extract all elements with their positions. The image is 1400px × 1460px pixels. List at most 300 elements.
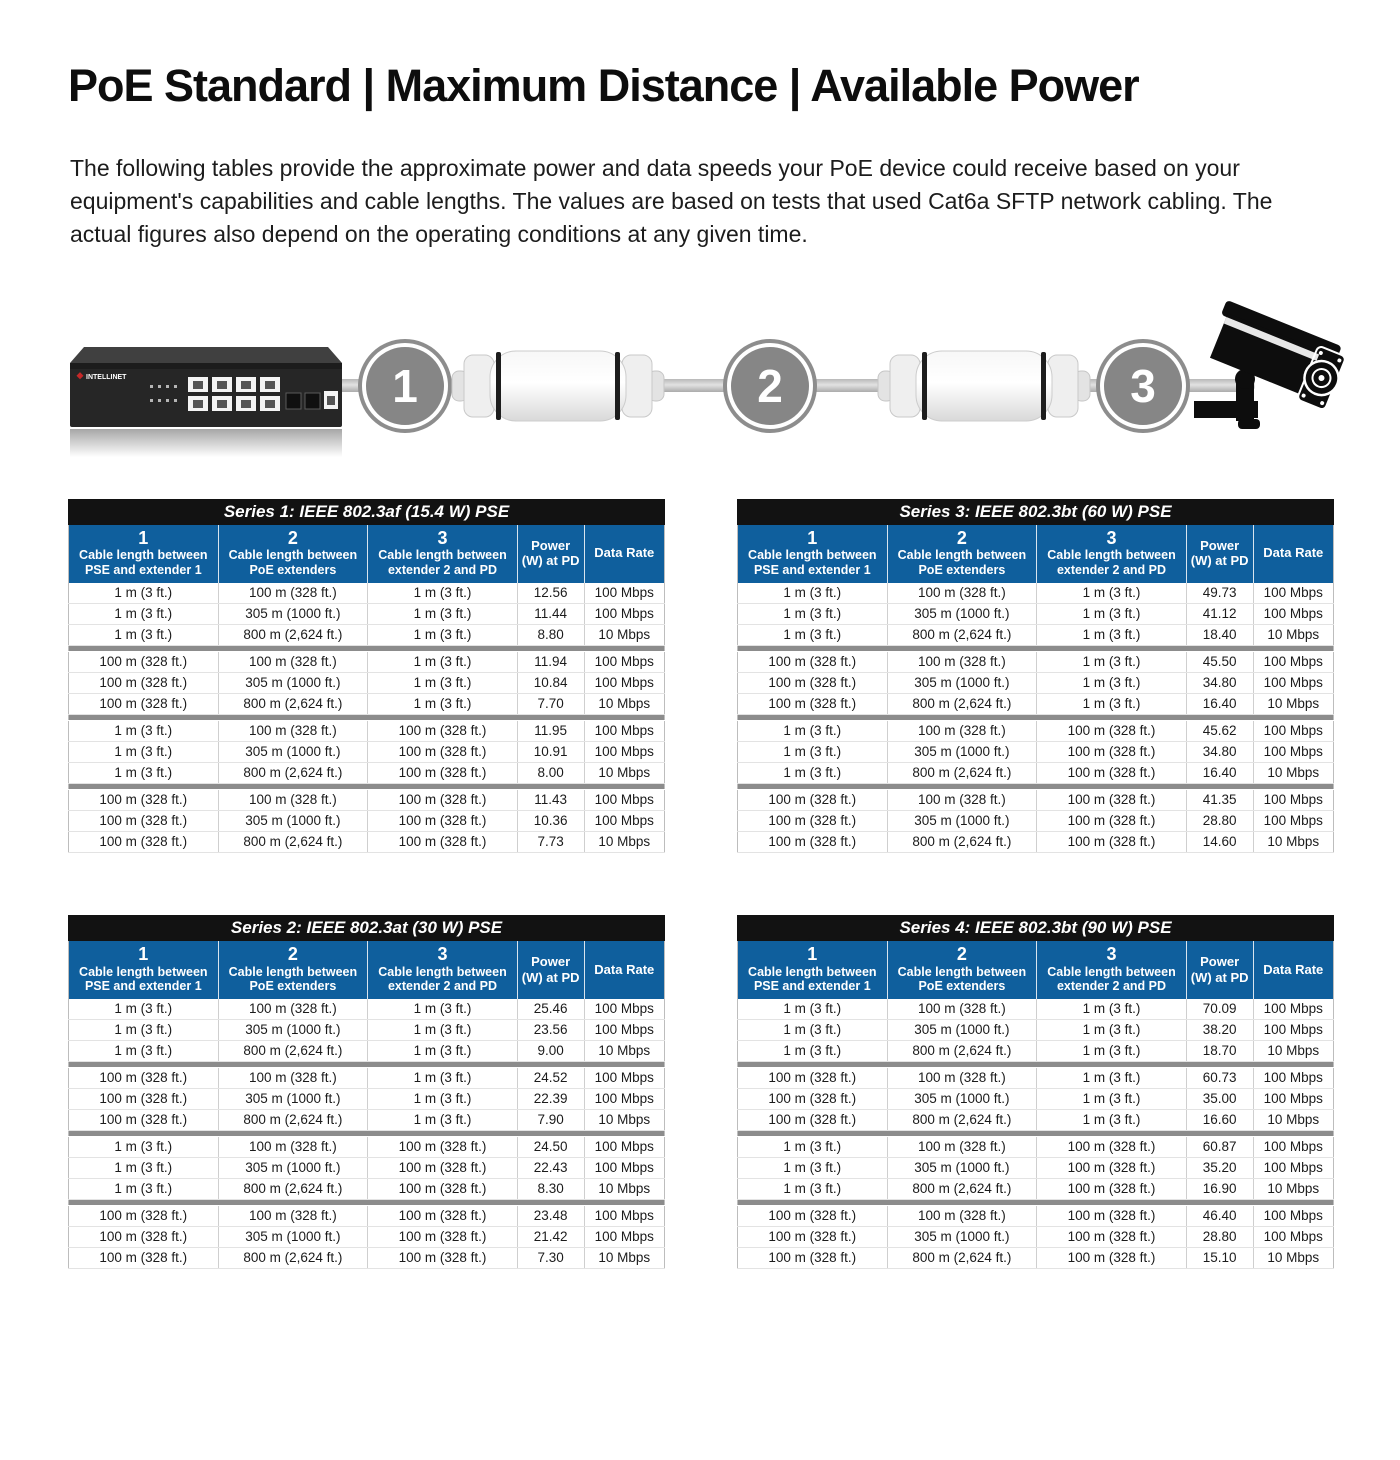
table-row bbox=[738, 1248, 1334, 1269]
cable-extenders-cell: 800 m (2,624 ft.) bbox=[218, 1179, 368, 1200]
series-1-table-title: Series 1: IEEE 802.3af (15.4 W) PSE bbox=[68, 499, 665, 525]
cable-extenders-cell: 800 m (2,624 ft.) bbox=[887, 1041, 1037, 1062]
table-row bbox=[738, 1227, 1334, 1248]
cable-ext2-pd-cell: 100 m (328 ft.) bbox=[368, 1227, 518, 1248]
cable-ext2-pd-cell: 100 m (328 ft.) bbox=[1037, 762, 1187, 783]
table-row bbox=[738, 720, 1334, 741]
cable-ext2-pd-cell: 1 m (3 ft.) bbox=[368, 693, 518, 714]
col-header-power: Power (W) at PD bbox=[1186, 525, 1253, 583]
step-1-number: 1 bbox=[392, 359, 418, 412]
cable-extenders-cell: 100 m (328 ft.) bbox=[887, 1068, 1037, 1089]
power-at-pd-cell: 35.00 bbox=[1186, 1089, 1253, 1110]
col-header-data-rate: Data Rate bbox=[1253, 525, 1333, 583]
data-rate-cell: 100 Mbps bbox=[584, 603, 664, 624]
cable-extenders-cell: 100 m (328 ft.) bbox=[218, 1137, 368, 1158]
cable-extenders-cell: 305 m (1000 ft.) bbox=[887, 603, 1037, 624]
cable-extenders-cell: 305 m (1000 ft.) bbox=[887, 810, 1037, 831]
cable-pse-ext1-cell: 100 m (328 ft.) bbox=[738, 1206, 888, 1227]
table-row bbox=[69, 1248, 665, 1269]
table-row bbox=[738, 583, 1334, 604]
data-rate-cell: 10 Mbps bbox=[1253, 1110, 1333, 1131]
cable-extenders-cell: 100 m (328 ft.) bbox=[218, 1068, 368, 1089]
cable-extenders-cell: 100 m (328 ft.) bbox=[887, 1137, 1037, 1158]
power-at-pd-cell: 8.00 bbox=[517, 762, 584, 783]
series-2-table-title: Series 2: IEEE 802.3at (30 W) PSE bbox=[68, 915, 665, 941]
data-rate-cell: 100 Mbps bbox=[584, 1089, 664, 1110]
power-at-pd-cell: 21.42 bbox=[517, 1227, 584, 1248]
cable-pse-ext1-cell: 100 m (328 ft.) bbox=[738, 810, 888, 831]
table-row bbox=[738, 624, 1334, 645]
power-at-pd-cell: 7.90 bbox=[517, 1110, 584, 1131]
cable-extenders-cell: 800 m (2,624 ft.) bbox=[887, 624, 1037, 645]
cable-pse-ext1-cell: 100 m (328 ft.) bbox=[69, 693, 219, 714]
power-at-pd-cell: 41.35 bbox=[1186, 789, 1253, 810]
data-rate-cell: 10 Mbps bbox=[584, 1041, 664, 1062]
col-header-cable-extenders: 2 Cable length between PoE extenders bbox=[218, 525, 368, 583]
cable-extenders-cell: 305 m (1000 ft.) bbox=[218, 1089, 368, 1110]
cable-ext2-pd-cell: 100 m (328 ft.) bbox=[1037, 1137, 1187, 1158]
cable-ext2-pd-cell: 100 m (328 ft.) bbox=[1037, 810, 1187, 831]
data-rate-cell: 10 Mbps bbox=[584, 831, 664, 852]
data-rate-cell: 100 Mbps bbox=[584, 672, 664, 693]
step-2-badge bbox=[727, 343, 813, 429]
cable-pse-ext1-cell: 1 m (3 ft.) bbox=[738, 1179, 888, 1200]
data-rate-cell: 10 Mbps bbox=[1253, 1179, 1333, 1200]
table-row bbox=[69, 583, 665, 604]
cable-extenders-cell: 800 m (2,624 ft.) bbox=[887, 1110, 1037, 1131]
data-rate-cell: 100 Mbps bbox=[1253, 1089, 1333, 1110]
cable-pse-ext1-cell: 1 m (3 ft.) bbox=[69, 1137, 219, 1158]
data-rate-cell: 100 Mbps bbox=[584, 651, 664, 672]
cable-pse-ext1-cell: 1 m (3 ft.) bbox=[738, 583, 888, 604]
cable-pse-ext1-cell: 1 m (3 ft.) bbox=[738, 999, 888, 1020]
cable-ext2-pd-cell: 100 m (328 ft.) bbox=[1037, 1248, 1187, 1269]
series-3-table-title: Series 3: IEEE 802.3bt (60 W) PSE bbox=[737, 499, 1334, 525]
power-at-pd-cell: 12.56 bbox=[517, 583, 584, 604]
cable-pse-ext1-cell: 1 m (3 ft.) bbox=[69, 762, 219, 783]
power-at-pd-cell: 23.56 bbox=[517, 1020, 584, 1041]
cable-pse-ext1-cell: 100 m (328 ft.) bbox=[738, 1089, 888, 1110]
data-rate-cell: 100 Mbps bbox=[1253, 720, 1333, 741]
table-row bbox=[69, 624, 665, 645]
series-4-table-title: Series 4: IEEE 802.3bt (90 W) PSE bbox=[737, 915, 1334, 941]
cable-pse-ext1-cell: 100 m (328 ft.) bbox=[69, 1089, 219, 1110]
power-at-pd-cell: 22.43 bbox=[517, 1158, 584, 1179]
table-header-row bbox=[738, 941, 1334, 999]
cable-ext2-pd-cell: 1 m (3 ft.) bbox=[368, 1110, 518, 1131]
table-row bbox=[69, 1020, 665, 1041]
data-rate-cell: 10 Mbps bbox=[1253, 693, 1333, 714]
data-rate-cell: 10 Mbps bbox=[1253, 831, 1333, 852]
cable-ext2-pd-cell: 1 m (3 ft.) bbox=[1037, 583, 1187, 604]
table-row bbox=[69, 789, 665, 810]
data-rate-cell: 100 Mbps bbox=[1253, 999, 1333, 1020]
cable-ext2-pd-cell: 1 m (3 ft.) bbox=[1037, 1089, 1187, 1110]
cable-extenders-cell: 305 m (1000 ft.) bbox=[887, 741, 1037, 762]
table-row bbox=[69, 672, 665, 693]
datasheet-page bbox=[0, 60, 1400, 1460]
data-rate-cell: 100 Mbps bbox=[584, 720, 664, 741]
cable-ext2-pd-cell: 1 m (3 ft.) bbox=[368, 672, 518, 693]
cable-extenders-cell: 305 m (1000 ft.) bbox=[218, 741, 368, 762]
table-row bbox=[738, 651, 1334, 672]
cable-extenders-cell: 800 m (2,624 ft.) bbox=[218, 693, 368, 714]
data-rate-cell: 100 Mbps bbox=[584, 1137, 664, 1158]
cable-ext2-pd-cell: 1 m (3 ft.) bbox=[1037, 1110, 1187, 1131]
data-rate-cell: 100 Mbps bbox=[1253, 603, 1333, 624]
col-header-data-rate: Data Rate bbox=[584, 525, 664, 583]
power-at-pd-cell: 8.80 bbox=[517, 624, 584, 645]
cable-pse-ext1-cell: 100 m (328 ft.) bbox=[69, 672, 219, 693]
table-row bbox=[738, 1089, 1334, 1110]
power-at-pd-cell: 15.10 bbox=[1186, 1248, 1253, 1269]
cable-pse-ext1-cell: 100 m (328 ft.) bbox=[69, 1227, 219, 1248]
data-rate-cell: 100 Mbps bbox=[1253, 583, 1333, 604]
cable-extenders-cell: 100 m (328 ft.) bbox=[887, 1206, 1037, 1227]
col-header-cable-pse-ext1: 1 Cable length between PSE and extender 1 bbox=[69, 525, 219, 583]
data-rate-cell: 100 Mbps bbox=[1253, 672, 1333, 693]
table-row bbox=[738, 1110, 1334, 1131]
table-row bbox=[69, 1068, 665, 1089]
data-rate-cell: 10 Mbps bbox=[1253, 624, 1333, 645]
cable-ext2-pd-cell: 100 m (328 ft.) bbox=[368, 1206, 518, 1227]
data-rate-cell: 100 Mbps bbox=[584, 741, 664, 762]
table-row bbox=[69, 720, 665, 741]
poe-chain-diagram bbox=[0, 297, 1400, 469]
power-at-pd-cell: 34.80 bbox=[1186, 672, 1253, 693]
power-at-pd-cell: 7.30 bbox=[517, 1248, 584, 1269]
data-rate-cell: 100 Mbps bbox=[1253, 1020, 1333, 1041]
cable-pse-ext1-cell: 1 m (3 ft.) bbox=[738, 720, 888, 741]
cable-ext2-pd-cell: 100 m (328 ft.) bbox=[368, 810, 518, 831]
cable-pse-ext1-cell: 1 m (3 ft.) bbox=[738, 1020, 888, 1041]
cable-pse-ext1-cell: 100 m (328 ft.) bbox=[738, 1227, 888, 1248]
table-row bbox=[69, 999, 665, 1020]
power-at-pd-cell: 11.43 bbox=[517, 789, 584, 810]
cable-ext2-pd-cell: 1 m (3 ft.) bbox=[368, 1020, 518, 1041]
power-at-pd-cell: 24.50 bbox=[517, 1137, 584, 1158]
cable-ext2-pd-cell: 100 m (328 ft.) bbox=[368, 1137, 518, 1158]
cable-extenders-cell: 305 m (1000 ft.) bbox=[887, 1227, 1037, 1248]
cable-pse-ext1-cell: 1 m (3 ft.) bbox=[69, 603, 219, 624]
power-at-pd-cell: 28.80 bbox=[1186, 810, 1253, 831]
power-at-pd-cell: 16.60 bbox=[1186, 1110, 1253, 1131]
table-row bbox=[69, 1110, 665, 1131]
cable-pse-ext1-cell: 100 m (328 ft.) bbox=[69, 789, 219, 810]
power-at-pd-cell: 14.60 bbox=[1186, 831, 1253, 852]
cable-ext2-pd-cell: 100 m (328 ft.) bbox=[368, 1179, 518, 1200]
step-3-badge bbox=[1100, 343, 1186, 429]
cable-ext2-pd-cell: 1 m (3 ft.) bbox=[1037, 624, 1187, 645]
power-at-pd-cell: 9.00 bbox=[517, 1041, 584, 1062]
cable-ext2-pd-cell: 1 m (3 ft.) bbox=[1037, 651, 1187, 672]
tables-grid bbox=[68, 499, 1332, 1270]
cable-extenders-cell: 100 m (328 ft.) bbox=[887, 789, 1037, 810]
power-at-pd-cell: 38.20 bbox=[1186, 1020, 1253, 1041]
table-row bbox=[738, 672, 1334, 693]
cable-extenders-cell: 800 m (2,624 ft.) bbox=[218, 1041, 368, 1062]
power-at-pd-cell: 16.40 bbox=[1186, 693, 1253, 714]
power-at-pd-cell: 24.52 bbox=[517, 1068, 584, 1089]
data-rate-cell: 100 Mbps bbox=[584, 999, 664, 1020]
power-at-pd-cell: 7.73 bbox=[517, 831, 584, 852]
table-row bbox=[69, 831, 665, 852]
switch-brand-label: INTELLINET bbox=[86, 373, 127, 381]
col-header-cable-pse-ext1: 1 Cable length between PSE and extender 1 bbox=[738, 941, 888, 999]
cable-extenders-cell: 100 m (328 ft.) bbox=[218, 1206, 368, 1227]
col-header-cable-extenders: 2 Cable length between PoE extenders bbox=[887, 525, 1037, 583]
col-header-cable-ext2-pd: 3 Cable length between extender 2 and PD bbox=[368, 525, 518, 583]
series-2-table bbox=[68, 915, 665, 1269]
cable-extenders-cell: 100 m (328 ft.) bbox=[218, 583, 368, 604]
table-row bbox=[69, 1137, 665, 1158]
col-header-cable-ext2-pd: 3 Cable length between extender 2 and PD bbox=[1037, 525, 1187, 583]
table-row bbox=[738, 1137, 1334, 1158]
power-at-pd-cell: 35.20 bbox=[1186, 1158, 1253, 1179]
cable-pse-ext1-cell: 1 m (3 ft.) bbox=[69, 583, 219, 604]
col-header-cable-pse-ext1: 1 Cable length between PSE and extender 1 bbox=[738, 525, 888, 583]
data-rate-cell: 100 Mbps bbox=[1253, 789, 1333, 810]
cable-extenders-cell: 100 m (328 ft.) bbox=[218, 999, 368, 1020]
cable-pse-ext1-cell: 100 m (328 ft.) bbox=[69, 1110, 219, 1131]
data-rate-cell: 100 Mbps bbox=[584, 583, 664, 604]
cable-pse-ext1-cell: 100 m (328 ft.) bbox=[738, 831, 888, 852]
cable-pse-ext1-cell: 1 m (3 ft.) bbox=[69, 999, 219, 1020]
cable-pse-ext1-cell: 1 m (3 ft.) bbox=[69, 1020, 219, 1041]
cable-pse-ext1-cell: 1 m (3 ft.) bbox=[738, 603, 888, 624]
cable-extenders-cell: 100 m (328 ft.) bbox=[887, 651, 1037, 672]
table-row bbox=[69, 741, 665, 762]
cable-extenders-cell: 305 m (1000 ft.) bbox=[218, 810, 368, 831]
col-header-cable-extenders: 2 Cable length between PoE extenders bbox=[887, 941, 1037, 999]
table-row bbox=[738, 693, 1334, 714]
step-2-number: 2 bbox=[757, 359, 783, 412]
table-row bbox=[69, 651, 665, 672]
cable-extenders-cell: 800 m (2,624 ft.) bbox=[218, 1110, 368, 1131]
cable-extenders-cell: 800 m (2,624 ft.) bbox=[218, 1248, 368, 1269]
data-rate-cell: 100 Mbps bbox=[1253, 741, 1333, 762]
data-rate-cell: 100 Mbps bbox=[1253, 651, 1333, 672]
data-rate-cell: 10 Mbps bbox=[1253, 1041, 1333, 1062]
col-header-data-rate: Data Rate bbox=[584, 941, 664, 999]
data-rate-cell: 10 Mbps bbox=[584, 624, 664, 645]
col-header-cable-extenders: 2 Cable length between PoE extenders bbox=[218, 941, 368, 999]
page-title: PoE Standard | Maximum Distance | Available Power bbox=[68, 60, 1139, 111]
table-row bbox=[738, 999, 1334, 1020]
cable-ext2-pd-cell: 100 m (328 ft.) bbox=[1037, 1158, 1187, 1179]
table-row bbox=[69, 1089, 665, 1110]
cable-ext2-pd-cell: 1 m (3 ft.) bbox=[368, 1068, 518, 1089]
poe-extender-1-icon bbox=[450, 347, 666, 425]
data-rate-cell: 100 Mbps bbox=[1253, 810, 1333, 831]
cable-pse-ext1-cell: 1 m (3 ft.) bbox=[738, 741, 888, 762]
cable-extenders-cell: 800 m (2,624 ft.) bbox=[218, 624, 368, 645]
col-header-cable-ext2-pd: 3 Cable length between extender 2 and PD bbox=[368, 941, 518, 999]
cable-extenders-cell: 800 m (2,624 ft.) bbox=[887, 831, 1037, 852]
cable-ext2-pd-cell: 100 m (328 ft.) bbox=[1037, 1179, 1187, 1200]
power-at-pd-cell: 10.91 bbox=[517, 741, 584, 762]
data-rate-cell: 10 Mbps bbox=[584, 693, 664, 714]
power-at-pd-cell: 11.95 bbox=[517, 720, 584, 741]
cable-extenders-cell: 100 m (328 ft.) bbox=[218, 720, 368, 741]
cable-extenders-cell: 305 m (1000 ft.) bbox=[218, 1227, 368, 1248]
cable-pse-ext1-cell: 1 m (3 ft.) bbox=[69, 1041, 219, 1062]
power-at-pd-cell: 60.73 bbox=[1186, 1068, 1253, 1089]
col-header-cable-ext2-pd: 3 Cable length between extender 2 and PD bbox=[1037, 941, 1187, 999]
cable-pse-ext1-cell: 100 m (328 ft.) bbox=[738, 1248, 888, 1269]
power-at-pd-cell: 10.84 bbox=[517, 672, 584, 693]
cable-ext2-pd-cell: 100 m (328 ft.) bbox=[1037, 741, 1187, 762]
power-at-pd-cell: 18.70 bbox=[1186, 1041, 1253, 1062]
cable-pse-ext1-cell: 100 m (328 ft.) bbox=[738, 1068, 888, 1089]
cable-extenders-cell: 800 m (2,624 ft.) bbox=[887, 693, 1037, 714]
power-at-pd-cell: 11.94 bbox=[517, 651, 584, 672]
data-rate-cell: 10 Mbps bbox=[584, 1179, 664, 1200]
cable-ext2-pd-cell: 1 m (3 ft.) bbox=[368, 651, 518, 672]
series-1-table bbox=[68, 499, 665, 853]
cable-pse-ext1-cell: 1 m (3 ft.) bbox=[69, 741, 219, 762]
power-at-pd-cell: 34.80 bbox=[1186, 741, 1253, 762]
table-row bbox=[738, 831, 1334, 852]
cable-extenders-cell: 800 m (2,624 ft.) bbox=[887, 762, 1037, 783]
cable-extenders-cell: 305 m (1000 ft.) bbox=[218, 603, 368, 624]
cable-extenders-cell: 100 m (328 ft.) bbox=[887, 999, 1037, 1020]
data-rate-cell: 10 Mbps bbox=[584, 762, 664, 783]
cable-ext2-pd-cell: 100 m (328 ft.) bbox=[368, 1158, 518, 1179]
cable-ext2-pd-cell: 100 m (328 ft.) bbox=[368, 720, 518, 741]
cable-ext2-pd-cell: 100 m (328 ft.) bbox=[1037, 1206, 1187, 1227]
data-rate-cell: 100 Mbps bbox=[584, 1158, 664, 1179]
table-header-row bbox=[69, 941, 665, 999]
cable-ext2-pd-cell: 1 m (3 ft.) bbox=[368, 999, 518, 1020]
power-at-pd-cell: 16.90 bbox=[1186, 1179, 1253, 1200]
cable-extenders-cell: 100 m (328 ft.) bbox=[218, 789, 368, 810]
col-header-cable-pse-ext1: 1 Cable length between PSE and extender 1 bbox=[69, 941, 219, 999]
cable-extenders-cell: 305 m (1000 ft.) bbox=[887, 672, 1037, 693]
cable-ext2-pd-cell: 1 m (3 ft.) bbox=[368, 603, 518, 624]
series-3-table bbox=[737, 499, 1334, 853]
cable-ext2-pd-cell: 1 m (3 ft.) bbox=[368, 583, 518, 604]
power-at-pd-cell: 23.48 bbox=[517, 1206, 584, 1227]
cable-pse-ext1-cell: 1 m (3 ft.) bbox=[69, 624, 219, 645]
data-rate-cell: 100 Mbps bbox=[1253, 1158, 1333, 1179]
cable-ext2-pd-cell: 100 m (328 ft.) bbox=[1037, 831, 1187, 852]
cable-extenders-cell: 100 m (328 ft.) bbox=[218, 651, 368, 672]
data-rate-cell: 100 Mbps bbox=[584, 1206, 664, 1227]
cable-pse-ext1-cell: 1 m (3 ft.) bbox=[738, 1137, 888, 1158]
cable-ext2-pd-cell: 1 m (3 ft.) bbox=[368, 1089, 518, 1110]
table-row bbox=[738, 1020, 1334, 1041]
cable-pse-ext1-cell: 100 m (328 ft.) bbox=[738, 693, 888, 714]
cable-ext2-pd-cell: 100 m (328 ft.) bbox=[368, 741, 518, 762]
cable-pse-ext1-cell: 1 m (3 ft.) bbox=[738, 624, 888, 645]
cable-ext2-pd-cell: 1 m (3 ft.) bbox=[1037, 1020, 1187, 1041]
security-camera-icon bbox=[1192, 295, 1364, 447]
cable-pse-ext1-cell: 100 m (328 ft.) bbox=[69, 651, 219, 672]
cable-pse-ext1-cell: 100 m (328 ft.) bbox=[69, 1206, 219, 1227]
table-row bbox=[738, 810, 1334, 831]
cable-ext2-pd-cell: 1 m (3 ft.) bbox=[368, 1041, 518, 1062]
data-rate-cell: 10 Mbps bbox=[584, 1110, 664, 1131]
power-at-pd-cell: 18.40 bbox=[1186, 624, 1253, 645]
power-at-pd-cell: 60.87 bbox=[1186, 1137, 1253, 1158]
cable-pse-ext1-cell: 100 m (328 ft.) bbox=[69, 1248, 219, 1269]
cable-extenders-cell: 305 m (1000 ft.) bbox=[218, 1158, 368, 1179]
cable-pse-ext1-cell: 1 m (3 ft.) bbox=[738, 1158, 888, 1179]
cable-extenders-cell: 100 m (328 ft.) bbox=[887, 583, 1037, 604]
data-rate-cell: 100 Mbps bbox=[1253, 1068, 1333, 1089]
data-rate-cell: 100 Mbps bbox=[584, 810, 664, 831]
cable-extenders-cell: 305 m (1000 ft.) bbox=[887, 1020, 1037, 1041]
table-row bbox=[738, 1206, 1334, 1227]
table-row bbox=[738, 603, 1334, 624]
cable-ext2-pd-cell: 1 m (3 ft.) bbox=[1037, 999, 1187, 1020]
cable-extenders-cell: 100 m (328 ft.) bbox=[887, 720, 1037, 741]
data-rate-cell: 100 Mbps bbox=[584, 1068, 664, 1089]
cable-ext2-pd-cell: 100 m (328 ft.) bbox=[368, 831, 518, 852]
table-row bbox=[69, 693, 665, 714]
table-row bbox=[69, 1227, 665, 1248]
step-3-number: 3 bbox=[1130, 359, 1156, 412]
power-at-pd-cell: 8.30 bbox=[517, 1179, 584, 1200]
power-at-pd-cell: 45.50 bbox=[1186, 651, 1253, 672]
poe-switch-icon bbox=[70, 333, 342, 459]
cable-pse-ext1-cell: 100 m (328 ft.) bbox=[738, 672, 888, 693]
power-at-pd-cell: 49.73 bbox=[1186, 583, 1253, 604]
data-rate-cell: 10 Mbps bbox=[1253, 1248, 1333, 1269]
cable-extenders-cell: 305 m (1000 ft.) bbox=[218, 1020, 368, 1041]
table-row bbox=[69, 1206, 665, 1227]
cable-ext2-pd-cell: 100 m (328 ft.) bbox=[368, 1248, 518, 1269]
power-at-pd-cell: 16.40 bbox=[1186, 762, 1253, 783]
cable-extenders-cell: 800 m (2,624 ft.) bbox=[218, 762, 368, 783]
cable-ext2-pd-cell: 1 m (3 ft.) bbox=[368, 624, 518, 645]
cable-ext2-pd-cell: 100 m (328 ft.) bbox=[368, 789, 518, 810]
data-rate-cell: 100 Mbps bbox=[584, 1227, 664, 1248]
cable-pse-ext1-cell: 100 m (328 ft.) bbox=[69, 1068, 219, 1089]
power-at-pd-cell: 11.44 bbox=[517, 603, 584, 624]
cable-extenders-cell: 800 m (2,624 ft.) bbox=[218, 831, 368, 852]
cable-extenders-cell: 305 m (1000 ft.) bbox=[887, 1089, 1037, 1110]
cable-pse-ext1-cell: 100 m (328 ft.) bbox=[69, 810, 219, 831]
cable-ext2-pd-cell: 100 m (328 ft.) bbox=[1037, 789, 1187, 810]
cable-extenders-cell: 800 m (2,624 ft.) bbox=[887, 1248, 1037, 1269]
power-at-pd-cell: 10.36 bbox=[517, 810, 584, 831]
table-row bbox=[69, 1041, 665, 1062]
cable-extenders-cell: 800 m (2,624 ft.) bbox=[887, 1179, 1037, 1200]
data-rate-cell: 10 Mbps bbox=[1253, 762, 1333, 783]
cable-pse-ext1-cell: 1 m (3 ft.) bbox=[69, 720, 219, 741]
cable-pse-ext1-cell: 1 m (3 ft.) bbox=[69, 1179, 219, 1200]
power-at-pd-cell: 22.39 bbox=[517, 1089, 584, 1110]
cable-pse-ext1-cell: 1 m (3 ft.) bbox=[738, 762, 888, 783]
data-rate-cell: 100 Mbps bbox=[584, 789, 664, 810]
power-at-pd-cell: 70.09 bbox=[1186, 999, 1253, 1020]
table-row bbox=[738, 789, 1334, 810]
table-row bbox=[69, 810, 665, 831]
cable-ext2-pd-cell: 1 m (3 ft.) bbox=[1037, 693, 1187, 714]
cable-ext2-pd-cell: 100 m (328 ft.) bbox=[1037, 720, 1187, 741]
power-at-pd-cell: 28.80 bbox=[1186, 1227, 1253, 1248]
cable-ext2-pd-cell: 1 m (3 ft.) bbox=[1037, 1068, 1187, 1089]
cable-pse-ext1-cell: 100 m (328 ft.) bbox=[738, 651, 888, 672]
table-row bbox=[738, 741, 1334, 762]
table-row bbox=[738, 1158, 1334, 1179]
col-header-power: Power (W) at PD bbox=[1186, 941, 1253, 999]
data-rate-cell: 100 Mbps bbox=[1253, 1137, 1333, 1158]
table-row bbox=[738, 1068, 1334, 1089]
data-rate-cell: 100 Mbps bbox=[1253, 1227, 1333, 1248]
